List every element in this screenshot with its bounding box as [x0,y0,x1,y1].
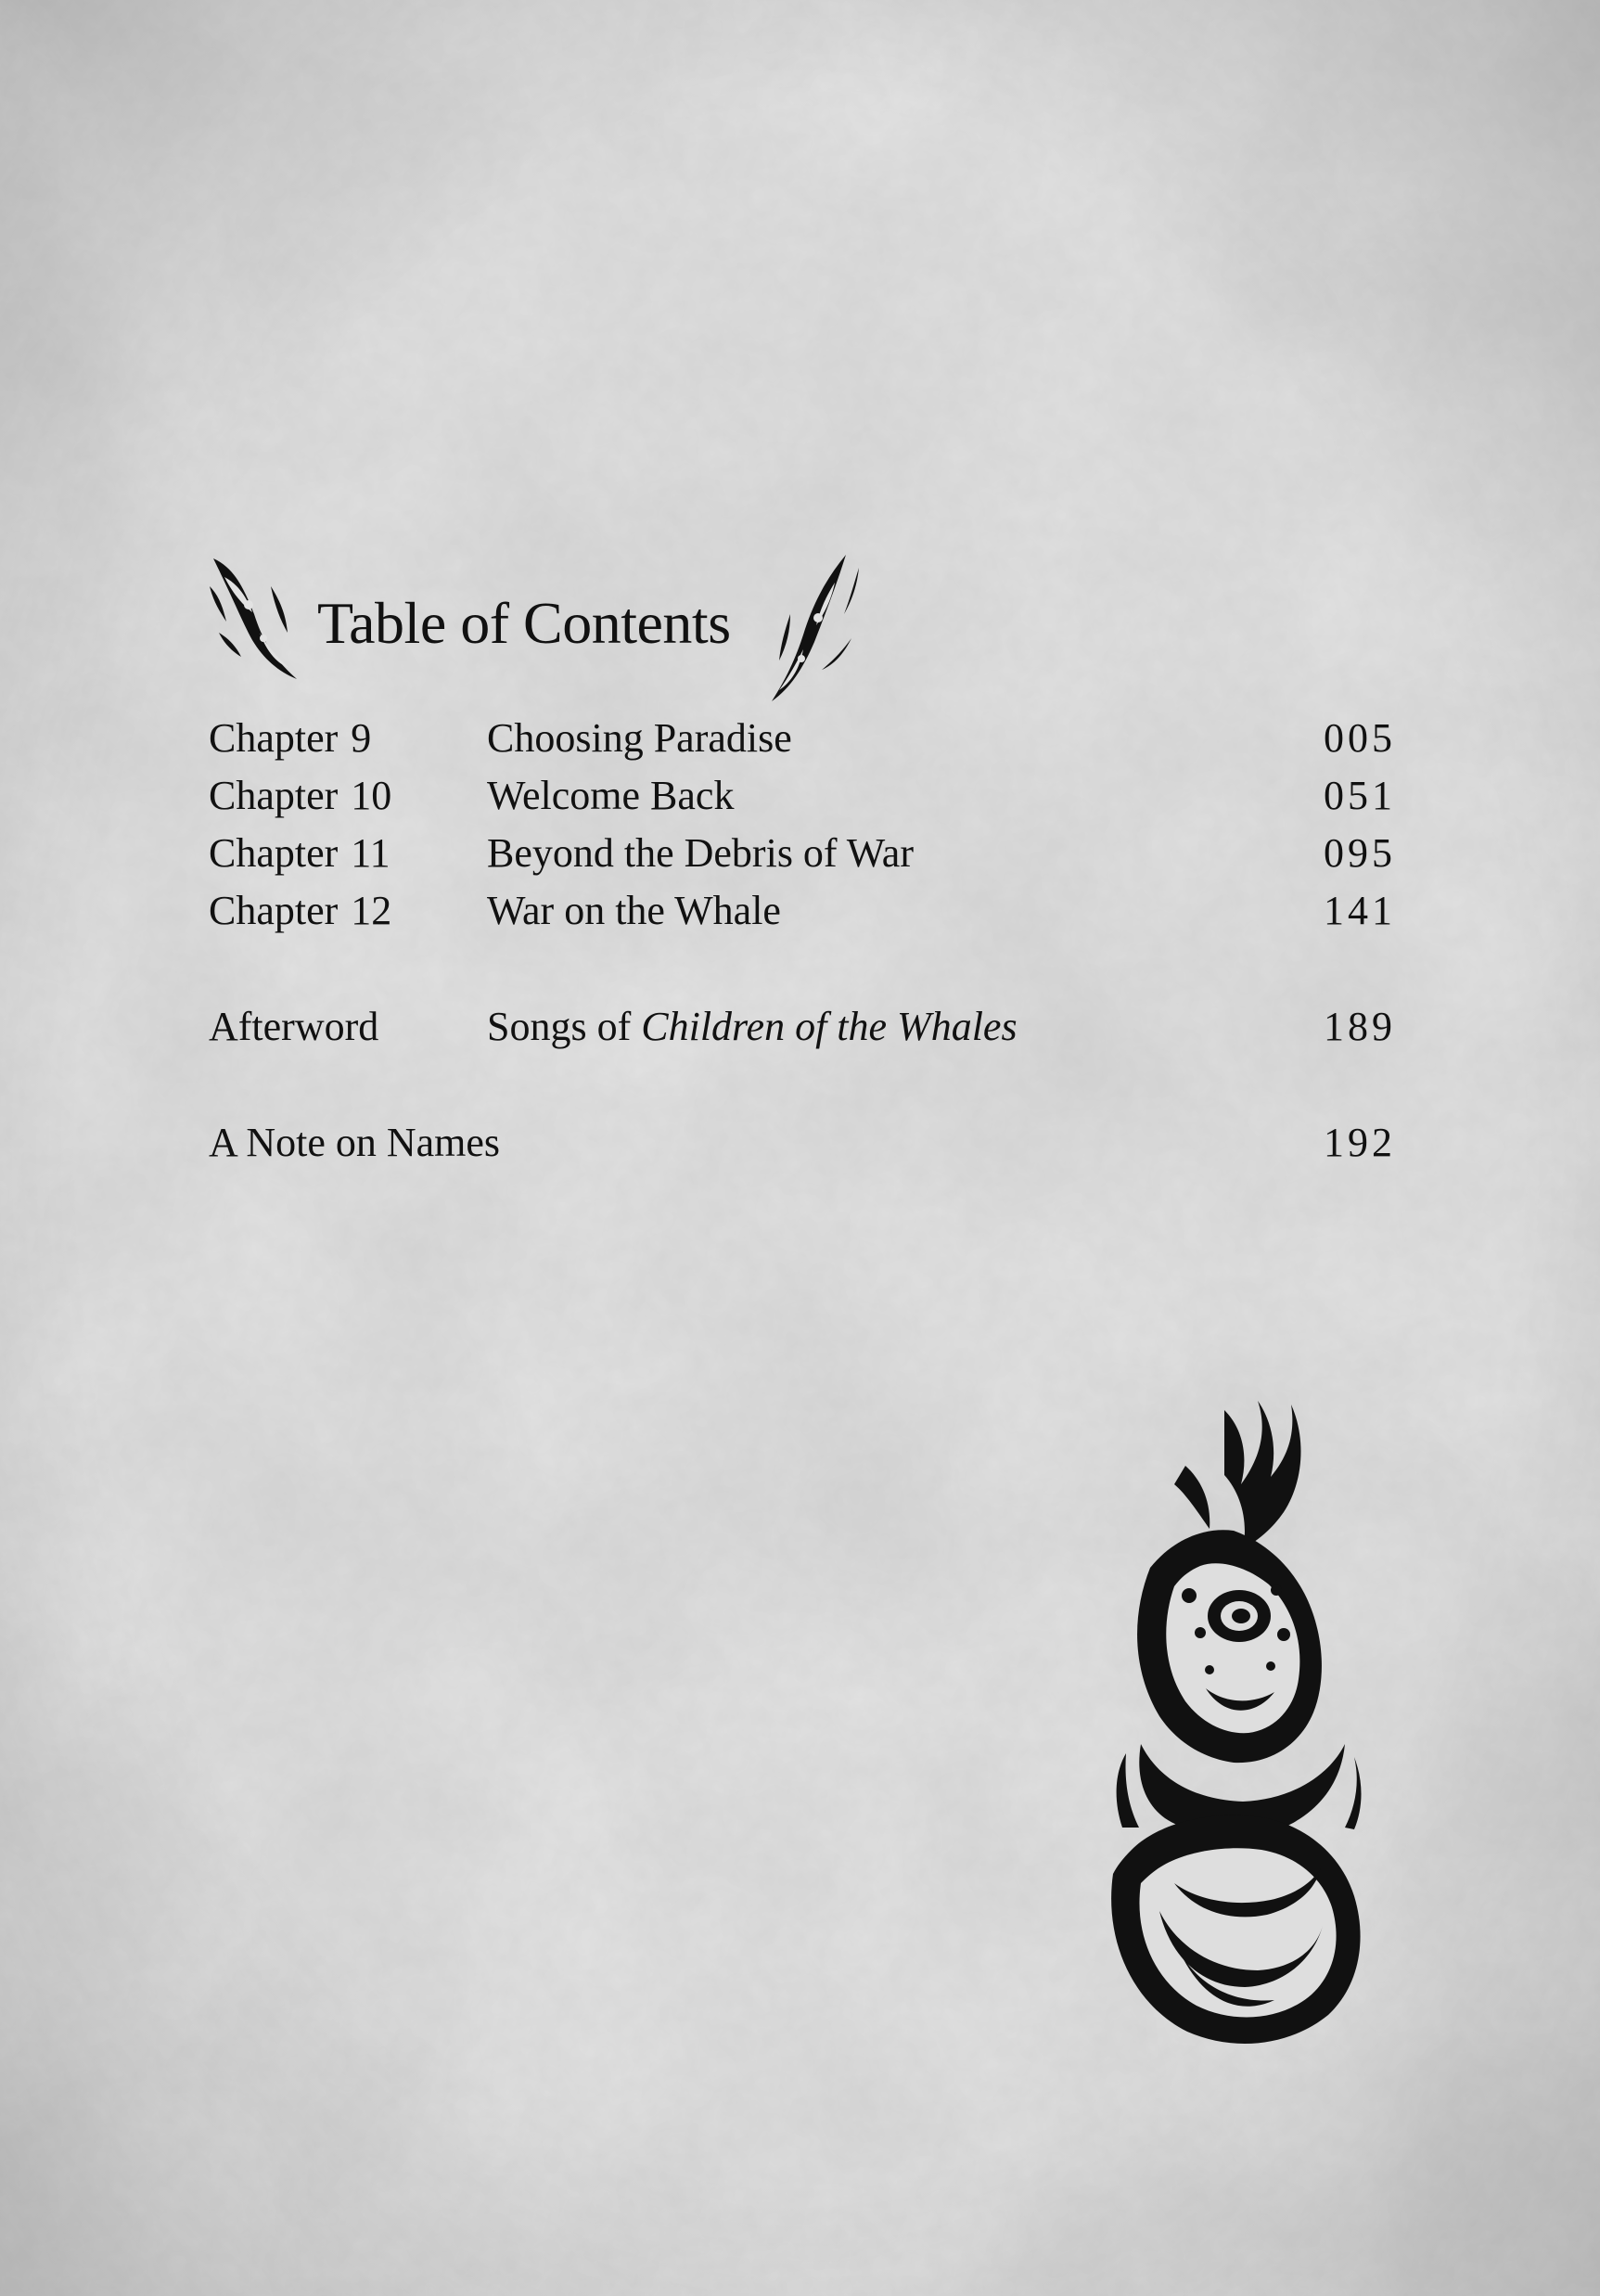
chapter-number: 10 [351,773,392,818]
toc-spacer [209,940,1396,998]
entry-label: Chapter 12 [209,888,392,933]
entry-heading: Songs of Children of the Whales [487,1004,1018,1049]
toc-entry-note[interactable] [209,1114,1396,1172]
toc-entry[interactable] [209,767,1396,825]
entry-heading: Welcome Back [487,773,735,818]
toc-entry-afterword[interactable] [209,998,1396,1056]
entry-heading: Beyond the Debris of War [487,830,914,876]
toc-spacer [209,1056,1396,1114]
entry-label: Chapter 11 [209,830,390,876]
toc-entry[interactable] [209,710,1396,767]
italic-title: Children of the Whales [641,1004,1018,1049]
toc-title: Table of Contents [317,590,731,656]
chapter-number: 9 [351,715,372,761]
entry-page-number: 141 [1324,888,1396,933]
entry-page-number: 189 [1324,1004,1396,1049]
whale-crest-emblem-icon [1085,1392,1382,2059]
toc-entry[interactable] [209,825,1396,882]
toc-entry[interactable] [209,882,1396,940]
entry-page-number: 005 [1324,715,1396,761]
entry-label: A Note on Names [209,1120,501,1165]
entry-page-number: 051 [1324,773,1396,818]
entry-label: Afterword [209,1004,379,1049]
toc-list [209,710,1396,1172]
entry-heading: Choosing Paradise [487,715,792,761]
entry-page-number: 095 [1324,830,1396,876]
entry-label: Chapter 9 [209,715,372,761]
chapter-number: 11 [351,830,390,876]
entry-label: Chapter 10 [209,773,392,818]
swirl-ornament-icon [206,549,308,688]
swirl-ornament-icon [762,549,864,707]
chapter-number: 12 [351,888,392,933]
toc-title-row [206,549,874,707]
entry-page-number: 192 [1324,1120,1396,1165]
entry-heading: War on the Whale [487,888,781,933]
